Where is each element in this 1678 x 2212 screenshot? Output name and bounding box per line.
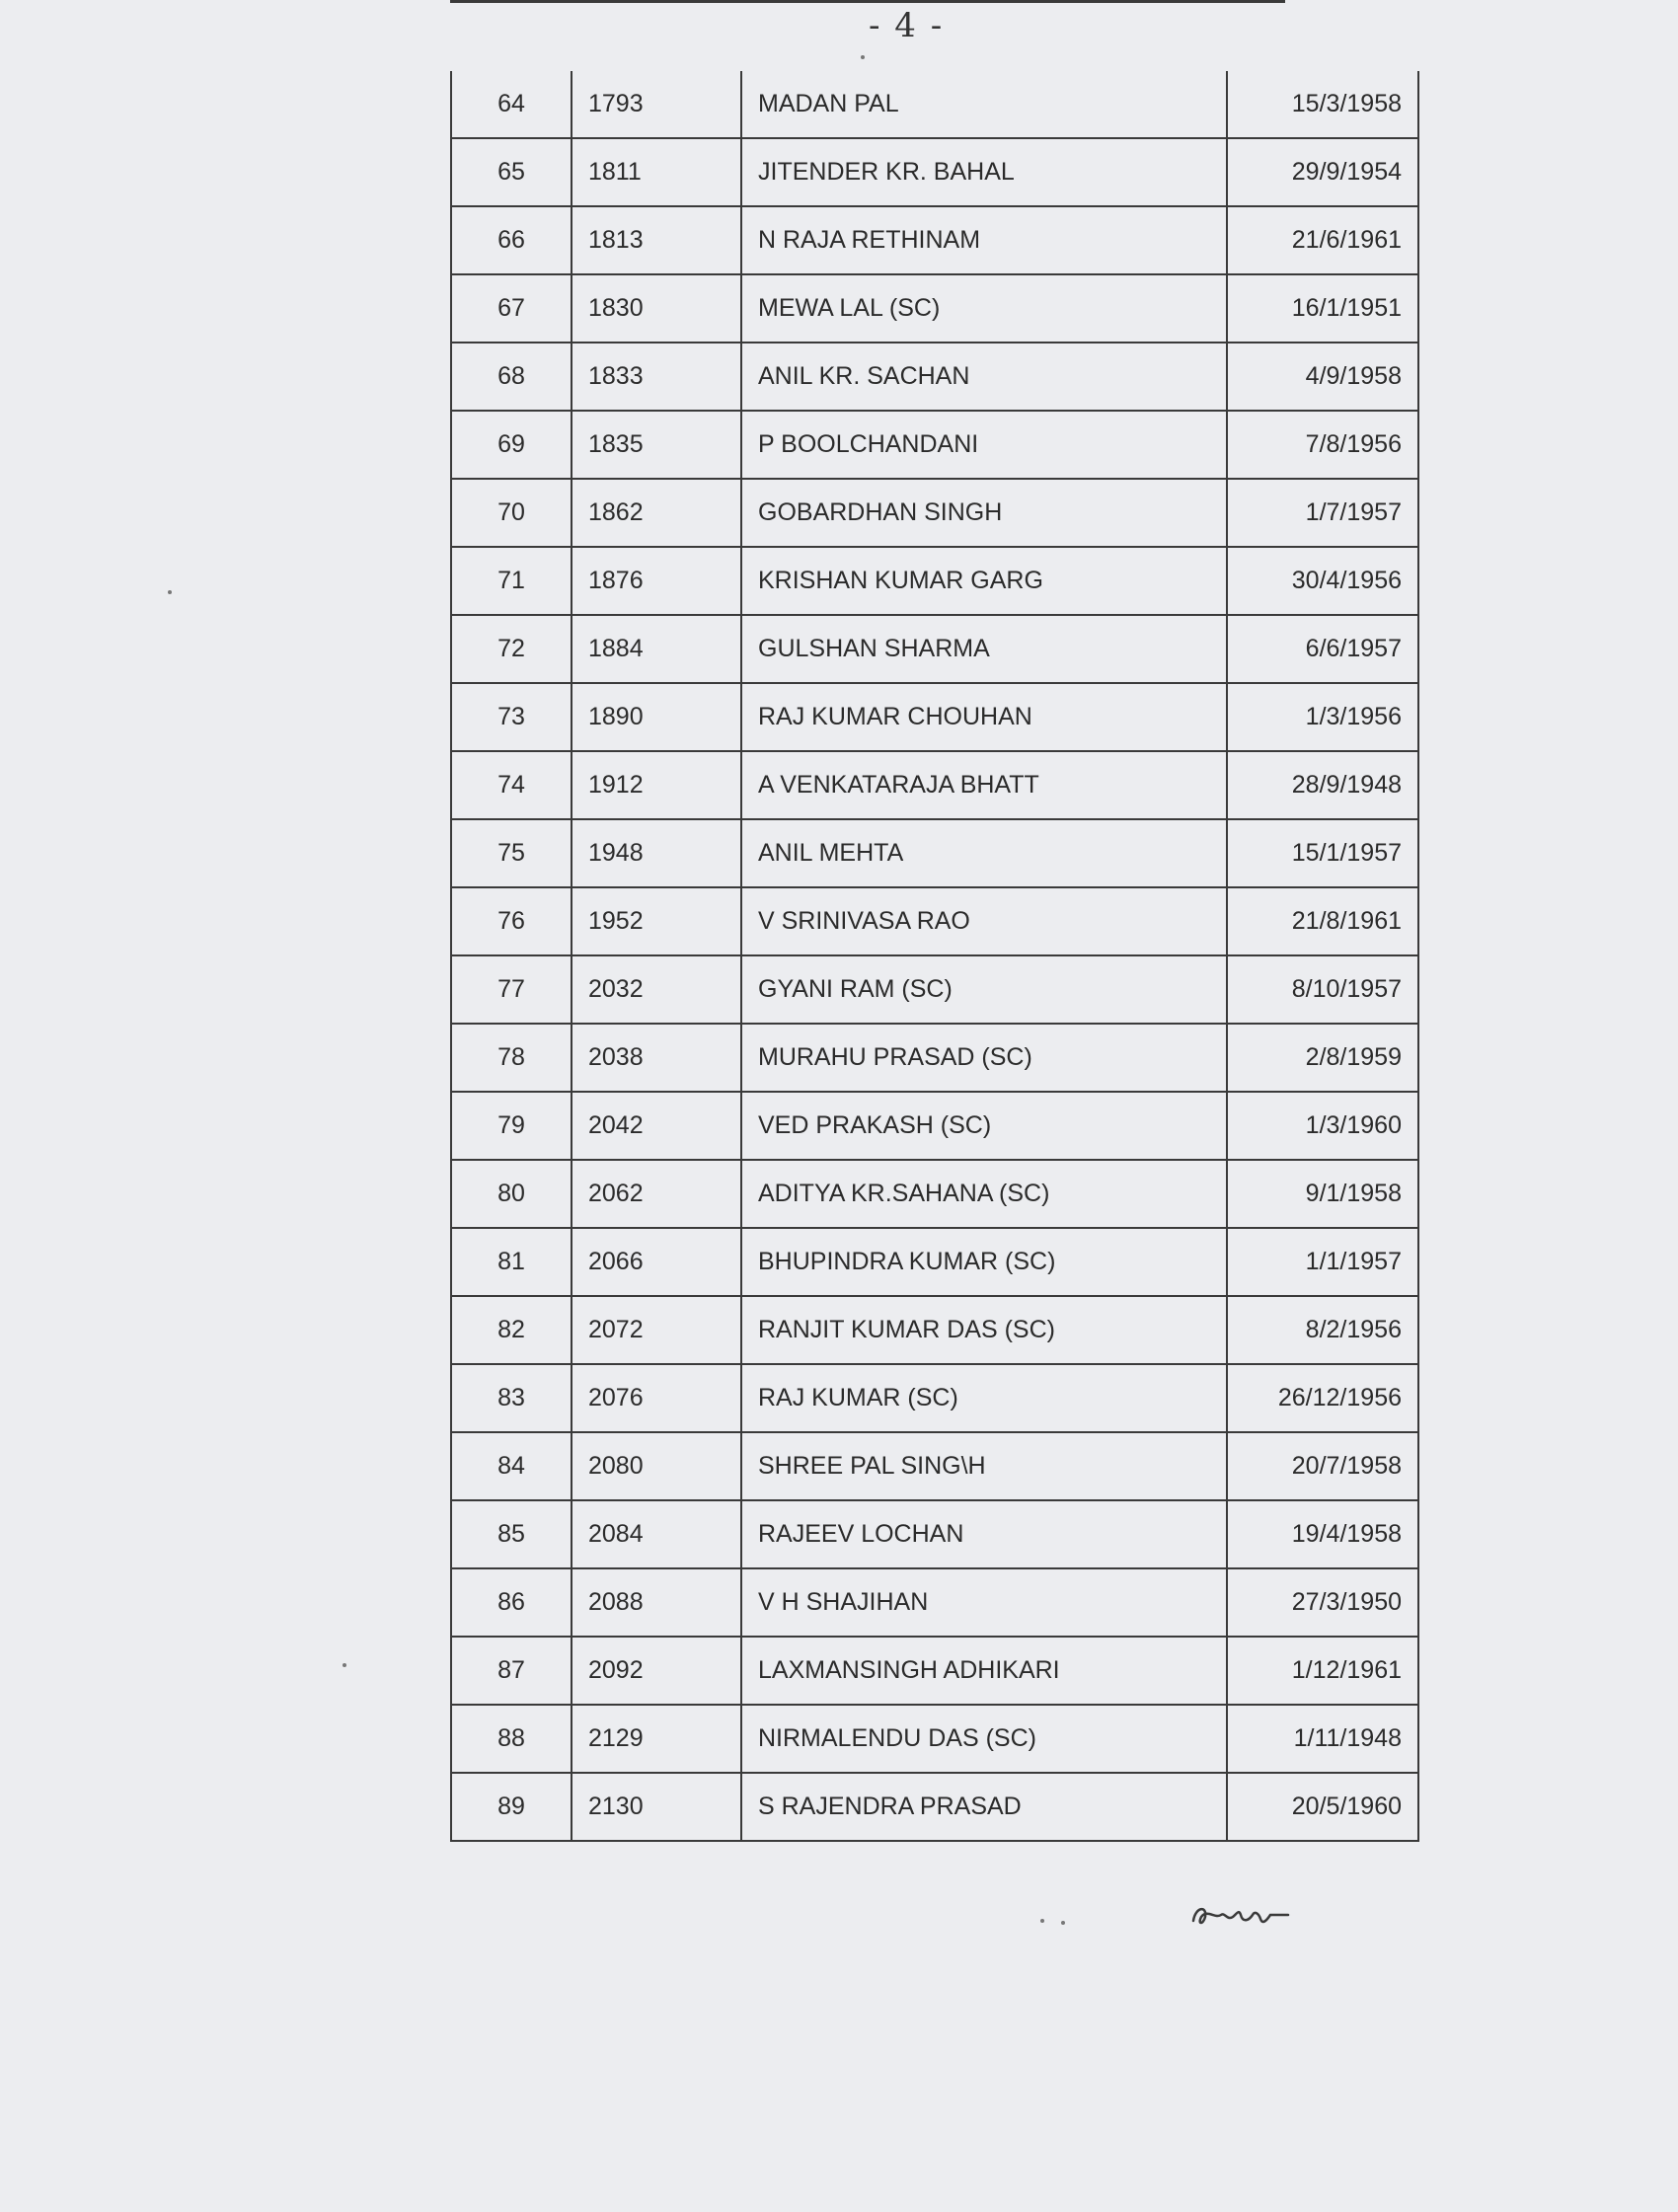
cell-name: N RAJA RETHINAM — [741, 206, 1227, 274]
cell-code: 1876 — [572, 547, 741, 615]
cell-date-of-birth: 15/3/1958 — [1227, 71, 1418, 138]
cell-date-of-birth: 19/4/1958 — [1227, 1500, 1418, 1568]
cell-name: ANIL MEHTA — [741, 819, 1227, 887]
cell-date-of-birth: 30/4/1956 — [1227, 547, 1418, 615]
scan-speck — [1040, 1919, 1044, 1923]
cell-date-of-birth: 4/9/1958 — [1227, 343, 1418, 411]
cell-code: 1952 — [572, 887, 741, 955]
table-row — [451, 411, 1418, 479]
cell-serial-number: 78 — [451, 1024, 572, 1092]
table-row — [451, 1705, 1418, 1773]
cell-name: GOBARDHAN SINGH — [741, 479, 1227, 547]
cell-serial-number: 71 — [451, 547, 572, 615]
table-row — [451, 547, 1418, 615]
cell-date-of-birth: 8/10/1957 — [1227, 955, 1418, 1024]
table-row — [451, 138, 1418, 206]
cell-name: SHREE PAL SING\H — [741, 1432, 1227, 1500]
cell-date-of-birth: 28/9/1948 — [1227, 751, 1418, 819]
cell-serial-number: 80 — [451, 1160, 572, 1228]
cell-code: 1862 — [572, 479, 741, 547]
cell-code: 2032 — [572, 955, 741, 1024]
cell-code: 2062 — [572, 1160, 741, 1228]
page-number: - 4 - — [869, 6, 945, 45]
cell-date-of-birth: 8/2/1956 — [1227, 1296, 1418, 1364]
table-row — [451, 206, 1418, 274]
cell-code: 1811 — [572, 138, 741, 206]
cell-name: RAJEEV LOCHAN — [741, 1500, 1227, 1568]
table-row — [451, 1160, 1418, 1228]
cell-serial-number: 86 — [451, 1568, 572, 1637]
table-row — [451, 71, 1418, 138]
cell-name: RAJ KUMAR (SC) — [741, 1364, 1227, 1432]
cell-serial-number: 72 — [451, 615, 572, 683]
cell-serial-number: 83 — [451, 1364, 572, 1432]
cell-date-of-birth: 29/9/1954 — [1227, 138, 1418, 206]
table-row — [451, 1228, 1418, 1296]
cell-serial-number: 81 — [451, 1228, 572, 1296]
cell-serial-number: 85 — [451, 1500, 572, 1568]
cell-serial-number: 70 — [451, 479, 572, 547]
cell-code: 2042 — [572, 1092, 741, 1160]
cell-serial-number: 66 — [451, 206, 572, 274]
cell-name: KRISHAN KUMAR GARG — [741, 547, 1227, 615]
cell-name: A VENKATARAJA BHATT — [741, 751, 1227, 819]
cell-date-of-birth: 9/1/1958 — [1227, 1160, 1418, 1228]
cell-code: 2072 — [572, 1296, 741, 1364]
cell-serial-number: 89 — [451, 1773, 572, 1841]
table-row — [451, 274, 1418, 343]
cell-serial-number: 75 — [451, 819, 572, 887]
cell-name: LAXMANSINGH ADHIKARI — [741, 1637, 1227, 1705]
cell-date-of-birth: 16/1/1951 — [1227, 274, 1418, 343]
cell-name: MEWA LAL (SC) — [741, 274, 1227, 343]
scan-speck — [1061, 1921, 1065, 1925]
cell-date-of-birth: 21/8/1961 — [1227, 887, 1418, 955]
cell-name: ANIL KR. SACHAN — [741, 343, 1227, 411]
top-border-line — [450, 0, 1285, 3]
cell-date-of-birth: 6/6/1957 — [1227, 615, 1418, 683]
records-table — [450, 71, 1419, 1842]
cell-serial-number: 77 — [451, 955, 572, 1024]
cell-serial-number: 79 — [451, 1092, 572, 1160]
cell-code: 2066 — [572, 1228, 741, 1296]
cell-date-of-birth: 1/7/1957 — [1227, 479, 1418, 547]
cell-serial-number: 87 — [451, 1637, 572, 1705]
table-row — [451, 1432, 1418, 1500]
cell-serial-number: 73 — [451, 683, 572, 751]
cell-code: 2088 — [572, 1568, 741, 1637]
cell-code: 1835 — [572, 411, 741, 479]
table-row — [451, 1296, 1418, 1364]
cell-name: V H SHAJIHAN — [741, 1568, 1227, 1637]
cell-serial-number: 88 — [451, 1705, 572, 1773]
table-row — [451, 1773, 1418, 1841]
cell-date-of-birth: 20/7/1958 — [1227, 1432, 1418, 1500]
cell-serial-number: 68 — [451, 343, 572, 411]
cell-name: S RAJENDRA PRASAD — [741, 1773, 1227, 1841]
table-row — [451, 1364, 1418, 1432]
cell-code: 2129 — [572, 1705, 741, 1773]
cell-name: MURAHU PRASAD (SC) — [741, 1024, 1227, 1092]
cell-code: 2038 — [572, 1024, 741, 1092]
table-row — [451, 819, 1418, 887]
cell-date-of-birth: 1/12/1961 — [1227, 1637, 1418, 1705]
cell-serial-number: 74 — [451, 751, 572, 819]
cell-name: GULSHAN SHARMA — [741, 615, 1227, 683]
cell-name: JITENDER KR. BAHAL — [741, 138, 1227, 206]
cell-code: 1830 — [572, 274, 741, 343]
cell-code: 2076 — [572, 1364, 741, 1432]
cell-serial-number: 65 — [451, 138, 572, 206]
table-row — [451, 751, 1418, 819]
cell-name: VED PRAKASH (SC) — [741, 1092, 1227, 1160]
cell-date-of-birth: 1/3/1956 — [1227, 683, 1418, 751]
cell-date-of-birth: 1/1/1957 — [1227, 1228, 1418, 1296]
cell-date-of-birth: 21/6/1961 — [1227, 206, 1418, 274]
cell-date-of-birth: 7/8/1956 — [1227, 411, 1418, 479]
cell-serial-number: 82 — [451, 1296, 572, 1364]
cell-date-of-birth: 20/5/1960 — [1227, 1773, 1418, 1841]
table-row — [451, 343, 1418, 411]
cell-name: MADAN PAL — [741, 71, 1227, 138]
handwritten-signature — [1189, 1895, 1293, 1935]
cell-name: V SRINIVASA RAO — [741, 887, 1227, 955]
table-row — [451, 1500, 1418, 1568]
cell-code: 1948 — [572, 819, 741, 887]
cell-date-of-birth: 27/3/1950 — [1227, 1568, 1418, 1637]
cell-name: P BOOLCHANDANI — [741, 411, 1227, 479]
cell-code: 1884 — [572, 615, 741, 683]
cell-code: 1793 — [572, 71, 741, 138]
records-table-body — [451, 71, 1418, 1841]
cell-serial-number: 67 — [451, 274, 572, 343]
cell-code: 2130 — [572, 1773, 741, 1841]
cell-code: 1890 — [572, 683, 741, 751]
cell-code: 1912 — [572, 751, 741, 819]
cell-code: 2084 — [572, 1500, 741, 1568]
cell-date-of-birth: 1/11/1948 — [1227, 1705, 1418, 1773]
cell-name: NIRMALENDU DAS (SC) — [741, 1705, 1227, 1773]
cell-serial-number: 64 — [451, 71, 572, 138]
cell-name: ADITYA KR.SAHANA (SC) — [741, 1160, 1227, 1228]
cell-date-of-birth: 1/3/1960 — [1227, 1092, 1418, 1160]
table-row — [451, 1568, 1418, 1637]
cell-code: 1813 — [572, 206, 741, 274]
cell-code: 2080 — [572, 1432, 741, 1500]
cell-name: BHUPINDRA KUMAR (SC) — [741, 1228, 1227, 1296]
cell-code: 1833 — [572, 343, 741, 411]
table-row — [451, 615, 1418, 683]
scan-speck — [861, 55, 865, 59]
table-row — [451, 1024, 1418, 1092]
scan-speck — [343, 1663, 346, 1667]
table-row — [451, 1092, 1418, 1160]
cell-name: RAJ KUMAR CHOUHAN — [741, 683, 1227, 751]
cell-code: 2092 — [572, 1637, 741, 1705]
cell-serial-number: 84 — [451, 1432, 572, 1500]
table-row — [451, 683, 1418, 751]
table-row — [451, 887, 1418, 955]
cell-name: RANJIT KUMAR DAS (SC) — [741, 1296, 1227, 1364]
table-row — [451, 1637, 1418, 1705]
table-row — [451, 955, 1418, 1024]
cell-serial-number: 76 — [451, 887, 572, 955]
cell-date-of-birth: 26/12/1956 — [1227, 1364, 1418, 1432]
cell-date-of-birth: 2/8/1959 — [1227, 1024, 1418, 1092]
cell-serial-number: 69 — [451, 411, 572, 479]
cell-name: GYANI RAM (SC) — [741, 955, 1227, 1024]
cell-date-of-birth: 15/1/1957 — [1227, 819, 1418, 887]
table-row — [451, 479, 1418, 547]
scan-speck — [168, 590, 172, 594]
